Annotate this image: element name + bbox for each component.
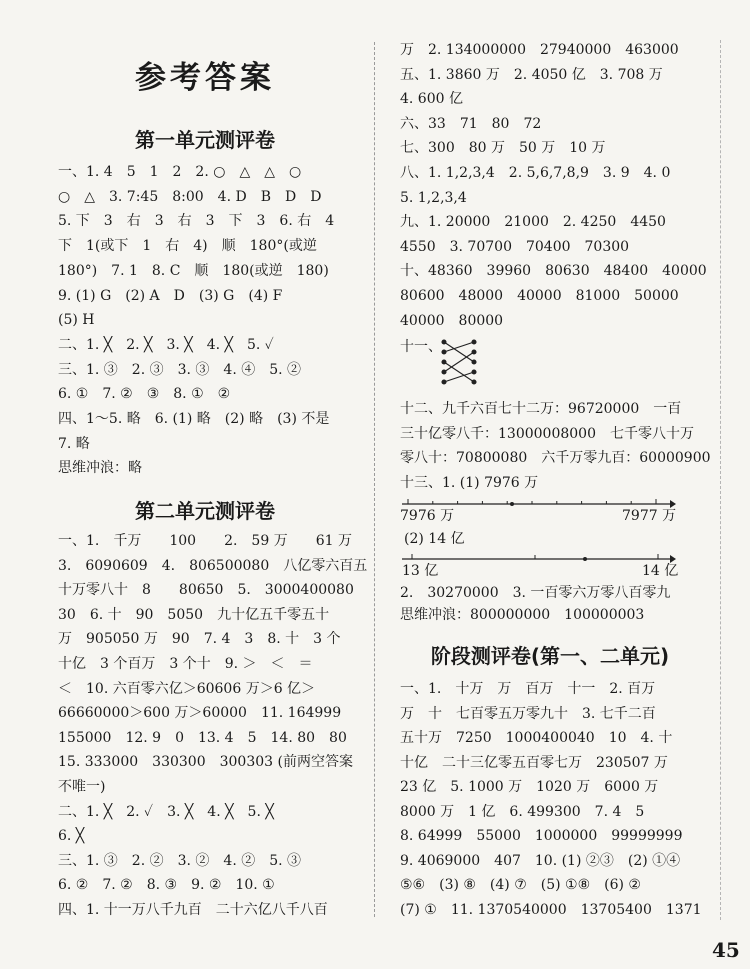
binding-edge-dash: [720, 40, 721, 920]
answer-line: 四、1～5. 略 6. (1) 略 (2) 略 (3) 不是: [58, 411, 330, 427]
question-11-label: 十一、: [400, 339, 442, 355]
answer-line: 零八十：70800080 六千万零九百：60000900: [400, 450, 711, 467]
answer-line: 15. 333000 330300 300303 (前两空答案: [58, 754, 353, 771]
page-title: 参考答案: [135, 60, 275, 96]
answer-line: ○ △ 3. 7:45 8:00 4. D B D D: [58, 188, 322, 205]
answer-line: 万 十 七百零五万零九十 3. 七千二百: [400, 705, 656, 722]
numline1-right-label: 7977 万: [622, 508, 677, 524]
answer-line: 9. 4069000 407 10. (1) ②③ (2) ①④: [400, 852, 681, 869]
answer-line: 七、300 80 万 50 万 10 万: [400, 140, 606, 157]
answer-line: 六、33 71 80 72: [400, 115, 542, 132]
answer-line: 4550 3. 70700 70400 70300: [400, 238, 630, 255]
answer-line: 四、1. 十一万八千九百 二十六亿八千八百: [58, 902, 328, 918]
answer-line: (7) ① 11. 1370540000 13705400 1371: [400, 901, 702, 918]
answer-line: 80600 48000 40000 81000 50000: [400, 288, 679, 304]
question-13-part2: (2) 14 亿: [404, 531, 465, 547]
answer-line: 5. 1,2,3,4: [400, 189, 467, 206]
answer-line: 九、1. 20000 21000 2. 4250 4450: [400, 214, 666, 231]
answer-line: 二、1. ╳ 2. ╳ 3. ╳ 4. ╳ 5. ✓: [58, 336, 274, 353]
numline1-left-label: 7976 万: [400, 508, 455, 524]
answer-line: 3. 6090609 4. 806500080 八亿零六百五: [58, 557, 368, 574]
answer-line: (5) H: [58, 312, 95, 329]
answer-line: 万 905050 万 90 7. 4 3 8. 十 3 个: [58, 631, 341, 648]
answer-line: 23 亿 5. 1000 万 1020 万 6000 万: [400, 779, 659, 795]
answer-line: 一、1. 千万 100 2. 59 万 61 万: [58, 533, 352, 549]
answer-line: 二、1. ╳ 2. ✓ 3. ╳ 4. ╳ 5. ╳: [58, 803, 274, 820]
answer-line: 下 1(或下 1 右 4) 顺 180°(或逆: [58, 238, 317, 255]
answer-line: 思维冲浪：略: [58, 460, 142, 477]
page-number: 45: [712, 938, 740, 962]
answer-line: 5. 下 3 右 3 右 3 下 3 6. 右 4: [58, 213, 335, 230]
answer-line: 三、1. ③ 2. ② 3. ② 4. ② 5. ③: [58, 852, 302, 869]
answer-line: 7. 略: [58, 435, 90, 452]
answer-line: 五、1. 3860 万 2. 4050 亿 3. 708 万: [400, 66, 663, 83]
answer-line: 三、1. ③ 2. ③ 3. ③ 4. ④ 5. ②: [58, 361, 302, 378]
answer-line: 180°) 7. 1 8. C 顺 180(或逆 180): [58, 262, 329, 279]
section-title-unit1: 第一单元测评卷: [135, 128, 275, 152]
answer-line: ⑤⑥ (3) ⑧ (4) ⑦ (5) ①⑧ (6) ②: [400, 877, 641, 893]
answer-line: 不唯一): [58, 779, 106, 795]
answer-line: 三十亿零八千：13000008000 七千零八十万: [400, 425, 694, 442]
answer-line: 40000 80000: [400, 312, 504, 329]
answer-line: 思维冲浪：800000000 100000003: [400, 607, 645, 623]
answer-line: 8. 64999 55000 1000000 99999999: [400, 828, 683, 844]
matching-diagram: [440, 338, 480, 390]
answer-line: 8000 万 1 亿 6. 499300 7. 4 5: [400, 803, 645, 820]
answer-line: 6. ╳: [58, 828, 85, 845]
answer-line: 十三、1. (1) 7976 万: [400, 475, 539, 492]
answer-line: 十亿 3 个百万 3 个十 9. ＞ ＜ ＝: [58, 656, 313, 672]
answer-line: 十二、九千六百七十二万：96720000 一百: [400, 401, 682, 417]
answer-line: 4. 600 亿: [400, 91, 463, 108]
answer-line: 6. ① 7. ② ③ 8. ① ②: [58, 386, 231, 403]
answer-line: 十万零八十 8 80650 5. 3000400080: [58, 582, 354, 599]
section-title-stage-test: 阶段测评卷(第一、二单元): [430, 644, 670, 668]
answer-line: 八、1. 1,2,3,4 2. 5,6,7,8,9 3. 9 4. 0: [400, 165, 671, 181]
answer-line: 十亿 二十三亿零五百零七万 230507 万: [400, 754, 668, 771]
answer-line: 155000 12. 9 0 13. 4 5 14. 80 80: [58, 729, 347, 746]
number-line-2: [400, 551, 676, 567]
answer-line: 66660000＞600 万＞60000 11. 164999: [58, 705, 342, 722]
answer-line: 一、1. 十万 万 百万 十一 2. 百万: [400, 681, 656, 697]
numline2-left-label: 13 亿: [402, 563, 439, 579]
numline2-right-label: 14 亿: [642, 563, 679, 579]
section-title-unit2: 第二单元测评卷: [135, 499, 275, 523]
answer-line: 9. (1) G (2) A D (3) G (4) F: [58, 287, 283, 304]
answer-line: 万 2. 134000000 27940000 463000: [400, 42, 679, 58]
answer-line: 一、1. 4 5 1 2 2. ○ △ △ ○: [58, 164, 302, 180]
answer-line: 2. 30270000 3. 一百零六万零八百零九: [400, 585, 671, 601]
answer-line: ＜ 10. 六百零六亿＞60606 万＞6 亿＞: [58, 680, 316, 697]
column-divider: [374, 42, 375, 917]
answer-line: 6. ② 7. ② 8. ③ 9. ② 10. ①: [58, 877, 275, 894]
answer-line: 五十万 7250 1000400040 10 4. 十: [400, 730, 673, 746]
answer-line: 30 6. 十 90 5050 九十亿五千零五十: [58, 606, 330, 623]
answer-line: 十、48360 39960 80630 48400 40000: [400, 263, 707, 280]
